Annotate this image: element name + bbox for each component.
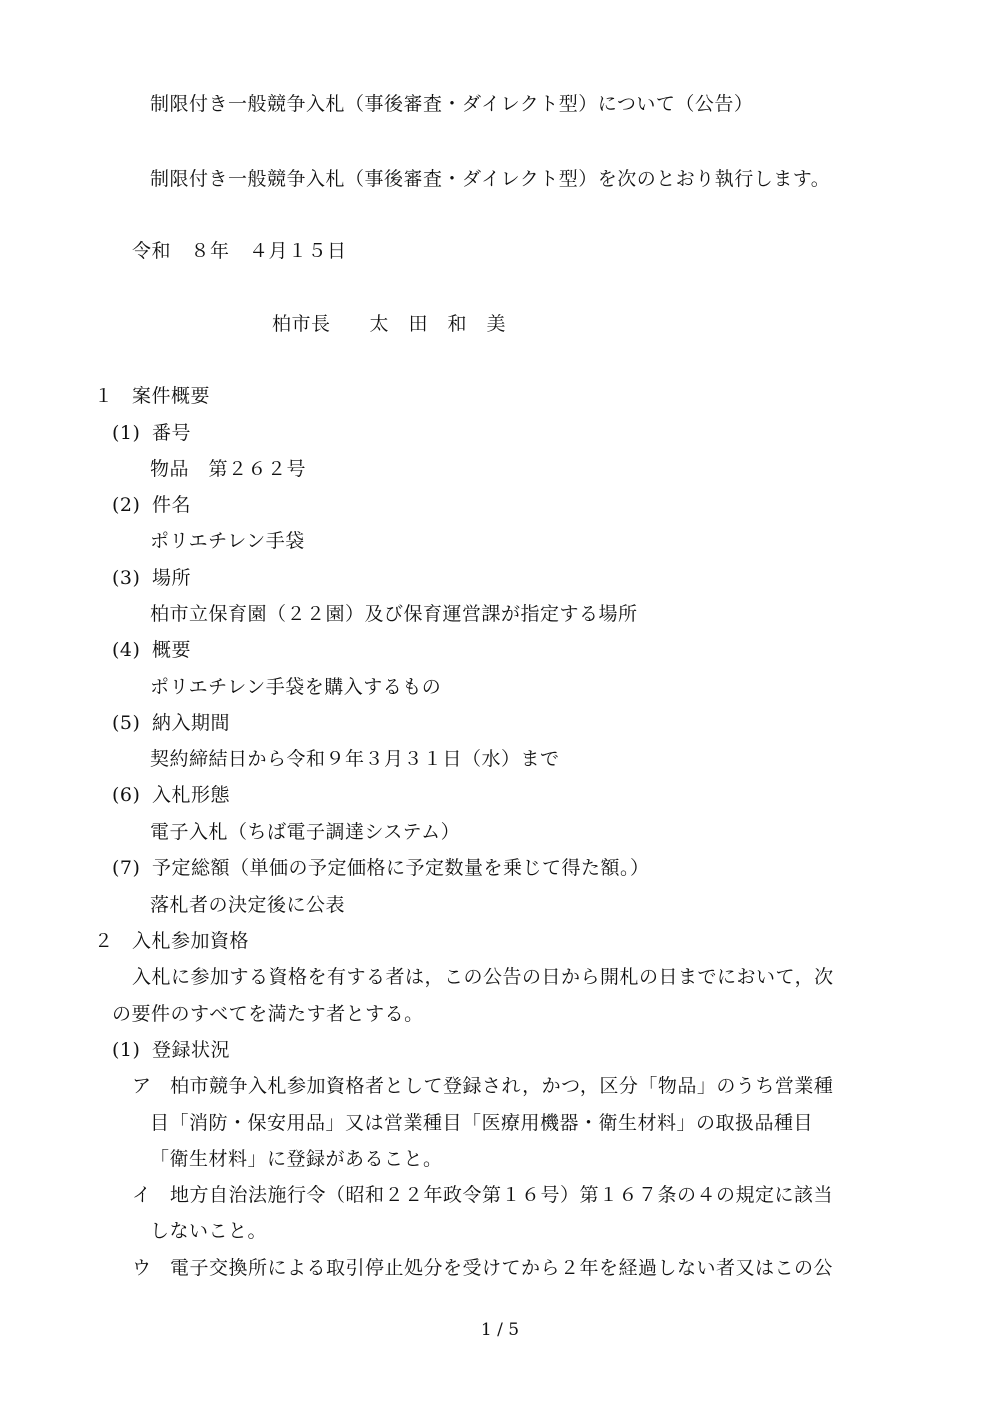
- item-label: (2): [112, 494, 141, 516]
- intro-text: 制限付き一般競争入札（事後審査・ダイレクト型）を次のとおり執行します。: [150, 168, 831, 190]
- signer: 柏市長 太 田 和 美: [272, 313, 507, 335]
- clause-a-line-3: 「衛生材料」に登録があること。: [150, 1148, 443, 1170]
- item-title: 納入期間: [152, 712, 231, 734]
- clause-text: 電子交換所による取引停止処分を受けてから２年を経過しない者又はこの公: [170, 1257, 834, 1279]
- item-3-heading: [112, 569, 191, 588]
- clause-mark: イ: [132, 1184, 152, 1206]
- item-label: (3): [112, 567, 141, 589]
- notice-date: 令和 ８年 ４月１５日: [132, 240, 347, 262]
- section-title: 案件概要: [132, 385, 211, 407]
- item-title: 登録状況: [152, 1039, 231, 1061]
- item-label: (5): [112, 712, 141, 734]
- item-title: 場所: [152, 567, 192, 589]
- section-number: ２: [94, 930, 114, 952]
- clause-mark: ア: [132, 1075, 152, 1097]
- item-6-heading: [112, 786, 230, 805]
- section-2-heading: [94, 932, 249, 951]
- item-2-body: ポリエチレン手袋: [150, 530, 305, 552]
- item-label: (6): [112, 784, 141, 806]
- item-6-body: 電子入札（ちば電子調達システム）: [150, 821, 461, 843]
- item-title: 番号: [152, 422, 192, 444]
- item-3-body: 柏市立保育園（２２園）及び保育運営課が指定する場所: [150, 603, 638, 625]
- clause-a-line-1: [132, 1077, 833, 1096]
- section-1-heading: [94, 387, 210, 406]
- clause-i-line-2: しないこと。: [150, 1220, 268, 1242]
- clause-a-line-2: 目「消防・保安用品」又は営業種目「医療用機器・衛生材料」の取扱品種目: [150, 1112, 814, 1134]
- section-number: １: [94, 385, 114, 407]
- item-5-body: 契約締結日から令和９年３月３１日（水）まで: [150, 748, 560, 770]
- item-label: (1): [112, 1039, 141, 1061]
- sub-1-heading: [112, 1041, 230, 1060]
- item-1-heading: [112, 424, 191, 443]
- item-label: (7): [112, 857, 141, 879]
- section-2-para-line-2: の要件のすべてを満たす者とする。: [112, 1003, 424, 1025]
- clause-i-line-1: [132, 1186, 833, 1205]
- item-7-heading: [112, 859, 650, 878]
- item-title: 概要: [152, 639, 192, 661]
- item-7-body: 落札者の決定後に公表: [150, 894, 346, 916]
- clause-u-line-1: [132, 1259, 833, 1278]
- clause-mark: ウ: [132, 1257, 152, 1279]
- item-4-heading: [112, 641, 191, 660]
- item-1-body: 物品 第２６２号: [150, 458, 307, 480]
- clause-text: 柏市競争入札参加資格者として登録され，かつ，区分「物品」のうち営業種: [170, 1075, 834, 1097]
- item-5-heading: [112, 714, 230, 733]
- item-label: (4): [112, 639, 141, 661]
- item-4-body: ポリエチレン手袋を購入するもの: [150, 676, 442, 698]
- section-title: 入札参加資格: [132, 930, 250, 952]
- clause-text: 地方自治法施行令（昭和２２年政令第１６号）第１６７条の４の規定に該当: [170, 1184, 834, 1206]
- item-title: 件名: [152, 494, 192, 516]
- section-2-para-line-1: 入札に参加する資格を有する者は，この公告の日から開札の日までにおいて，次: [132, 966, 834, 988]
- document-title: 制限付き一般競争入札（事後審査・ダイレクト型）について（公告）: [150, 93, 754, 115]
- item-title: 入札形態: [152, 784, 231, 806]
- item-title: 予定総額（単価の予定価格に予定数量を乗じて得た額。）: [152, 857, 650, 879]
- item-label: (1): [112, 422, 141, 444]
- item-2-heading: [112, 496, 191, 515]
- page-number: 1 / 5: [480, 1320, 520, 1340]
